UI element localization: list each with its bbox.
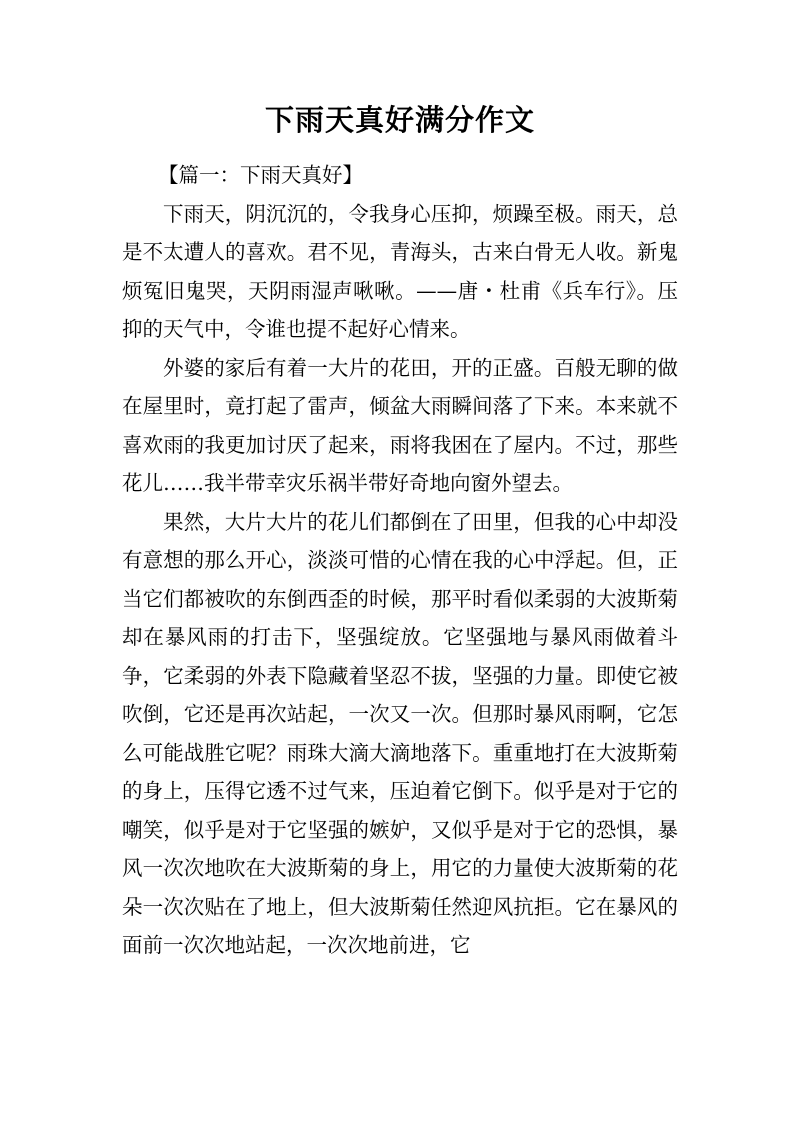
document-body [122, 156, 678, 965]
section-heading: 【篇一：下雨天真好】 [158, 163, 363, 187]
document-title: 下雨天真好满分作文 [264, 103, 535, 137]
paragraph-1: 下雨天，阴沉沉的，令我身心压抑，烦躁至极。雨天，总是不太遭人的喜欢。君不见，青海头，古来白骨无人收。新鬼烦冤旧鬼哭，天阴雨湿声啾啾。——唐・杜甫《兵车行》。压抑的天气中，令谁也提不起好心情来。 [122, 201, 678, 341]
paragraph-2: 外婆的家后有着一大片的花田，开的正盛。百般无聊的做在屋里时，竟打起了雷声，倾盆大雨瞬间落了下来。本来就不喜欢雨的我更加讨厌了起来，雨将我困在了屋内。不过，那些花儿……我半带幸灾乐祸半带好奇地向窗外望去。 [122, 355, 678, 495]
paragraph-3: 果然，大片大片的花儿们都倒在了田里，但我的心中却没有意想的那么开心，淡淡可惜的心情在我的心中浮起。但，正当它们都被吹的东倒西歪的时候，那平时看似柔弱的大波斯菊却在暴风雨的打击下，坚强绽放。它坚强地与暴风雨做着斗争，它柔弱的外表下隐藏着坚忍不拔，坚强的力量。即使它被吹倒，它还是再次站起，一次又一次。但那时暴风雨啊，它怎么可能战胜它呢？雨珠大滴大滴地落下。重重地打在大波斯菊的身上，压得它透不过气来，压迫着它倒下。似乎是对于它的嘲笑，似乎是对于它坚强的嫉妒，又似乎是对于它的恐惧，暴风一次次地吹在大波斯菊的身上，用它的力量使大波斯菊的花朵一次次贴在了地上，但大波斯菊任然迎风抗拒。它在暴风的面前一次次地站起，一次次地前进，它 [122, 509, 678, 957]
